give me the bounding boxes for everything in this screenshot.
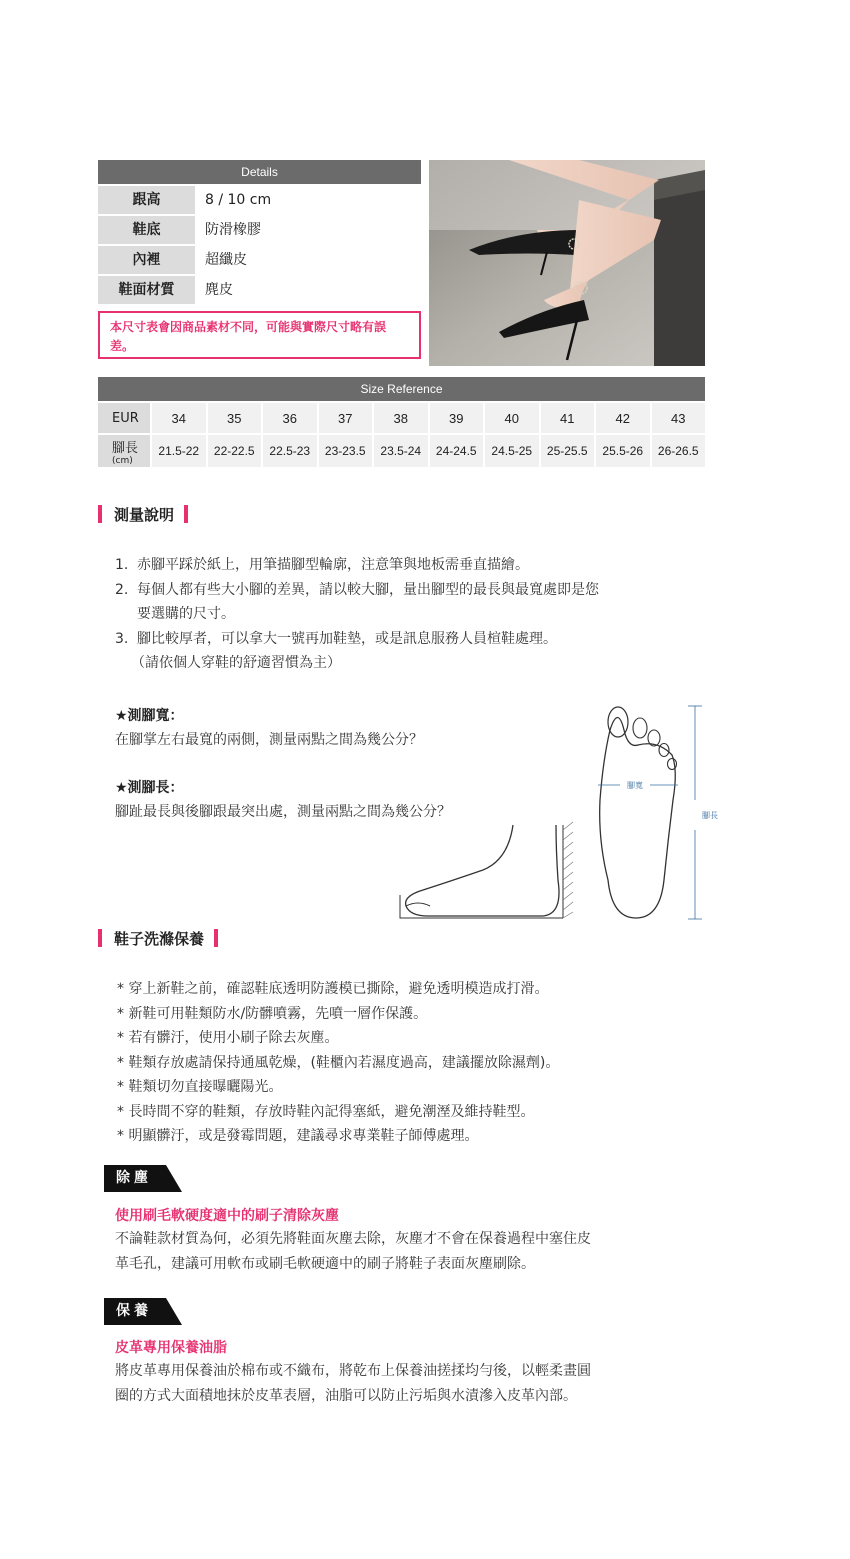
list-item [115, 578, 715, 603]
product-photo [429, 160, 705, 366]
measure-title: 測量說明 [114, 505, 175, 524]
paragraph-line: 革毛孔，建議可用軟布或刷毛軟硬適中的刷子將鞋子表面灰塵刷除。 [115, 1255, 535, 1272]
details-label: 鞋面材質 [98, 276, 195, 304]
eur-label [98, 403, 150, 433]
foot-length-cell: 23-23.5 [319, 435, 373, 467]
dust-removal-tag [104, 1165, 182, 1192]
foot-width-title: ★測腳寬： [115, 708, 184, 724]
maintenance-paragraph [115, 1359, 705, 1408]
list-number: 1. [115, 557, 129, 573]
details-value: 麂皮 [205, 282, 233, 298]
foot-length-cell: 22.5-23 [263, 435, 317, 467]
foot-length-cell: 21.5-22 [152, 435, 206, 467]
list-text: 赤腳平踩於紙上，用筆描腳型輪廓，注意筆與地板需垂直描繪。 [137, 557, 529, 573]
heading-bar-right [214, 929, 218, 947]
care-title: 鞋子洗滌保養 [114, 929, 205, 948]
details-table [98, 160, 421, 304]
foot-length-cell: 26-26.5 [652, 435, 706, 467]
eur-label-text: EUR [112, 410, 139, 426]
size-reference-header: Size Reference [98, 377, 705, 401]
list-item: * 鞋類切勿直接曝曬陽光。 [117, 1079, 283, 1095]
paragraph-line: 將皮革專用保養油於棉布或不織布，將乾布上保養油搓揉均勻後，以輕柔畫圓 [115, 1363, 591, 1379]
details-label: 內裡 [98, 246, 195, 274]
list-item: * 新鞋可用鞋類防水/防髒噴霧，先噴一層作保護。 [117, 1005, 428, 1022]
eur-size-cell: 40 [485, 403, 539, 433]
details-label: 鞋底 [98, 216, 195, 244]
eur-size-cell: 41 [541, 403, 595, 433]
details-row [98, 276, 421, 304]
dust-removal-paragraph [115, 1227, 705, 1276]
paragraph-line: 圈的方式大面積地抹於皮革表層，油脂可以防止污垢與水漬滲入皮革內部。 [115, 1387, 577, 1404]
eur-size-cell: 38 [374, 403, 428, 433]
comfort-note: （請依個人穿鞋的舒適習慣為主） [131, 655, 341, 671]
measure-instructions [115, 553, 715, 676]
list-item: * 穿上新鞋之前，確認鞋底透明防護模已撕除，避免透明模造成打滑。 [117, 981, 549, 997]
details-row [98, 216, 421, 244]
heading-bar-left [98, 929, 102, 947]
foot-length-cell: 24-24.5 [430, 435, 484, 467]
eur-size-cell: 43 [652, 403, 706, 433]
foot-width-desc: 在腳掌左右最寬的兩側，測量兩點之間為幾公分？ [115, 732, 423, 748]
details-row [98, 246, 421, 274]
foot-length-desc: 腳趾最長與後腳跟最突出處，測量兩點之間為幾公分？ [115, 804, 451, 820]
maintenance-subhead: 皮革專用保養油脂 [115, 1340, 227, 1356]
dust-removal-subhead: 使用刷毛軟硬度適中的刷子清除灰塵 [115, 1208, 339, 1224]
list-item: * 若有髒汙，使用小刷子除去灰塵。 [117, 1030, 339, 1046]
heading-bar-left [98, 505, 102, 523]
maintenance-tag [104, 1298, 182, 1325]
maintenance-tag-text: 保養 [116, 1303, 152, 1319]
details-label: 跟高 [98, 186, 195, 214]
details-header: Details [98, 160, 421, 184]
heading-bar-right [184, 505, 188, 523]
eur-row [98, 403, 705, 433]
eur-size-cell: 37 [319, 403, 373, 433]
details-value: 8 / 10 cm [205, 192, 272, 208]
foot-length-cell: 24.5-25 [485, 435, 539, 467]
foot-length-label-text: 腳長 [112, 440, 139, 456]
foot-length-cell: 23.5-24 [374, 435, 428, 467]
eur-size-cell: 39 [430, 403, 484, 433]
list-item: * 鞋類存放處請保持通風乾燥，(鞋櫃內若濕度過高，建議擺放除濕劑)。 [117, 1054, 560, 1071]
care-tips-list [117, 977, 559, 1149]
list-number: 3. [115, 630, 129, 647]
list-number: 2. [115, 581, 129, 598]
details-value: 超纖皮 [205, 252, 247, 268]
list-item [115, 627, 715, 652]
list-item: * 長時間不穿的鞋類，存放時鞋內記得塞紙，避免潮溼及維持鞋型。 [117, 1103, 535, 1120]
care-section-heading [98, 927, 218, 949]
details-value: 防滑橡膠 [205, 222, 261, 238]
eur-size-cell: 36 [263, 403, 317, 433]
foot-length-unit: (cm) [112, 455, 133, 466]
foot-length-cell: 22-22.5 [208, 435, 262, 467]
foot-length-cell: 25-25.5 [541, 435, 595, 467]
foot-length-cell: 25.5-26 [596, 435, 650, 467]
list-text: 腳比較厚者，可以拿大一號再加鞋墊，或是訊息服務人員楦鞋處理。 [137, 630, 557, 647]
foot-length-row [98, 435, 705, 467]
paragraph-line: 不論鞋款材質為何，必須先將鞋面灰塵去除，灰塵才不會在保養過程中塞住皮 [115, 1231, 591, 1247]
size-disclaimer-note: 本尺寸表會因商品素材不同，可能與實際尺寸略有誤差。 [98, 311, 421, 359]
eur-size-cell: 42 [596, 403, 650, 433]
diagram-width-label: 腳寬 [627, 781, 643, 790]
foot-length-title: ★測腳長： [115, 780, 184, 796]
diagram-length-label: 腳長 [702, 811, 718, 820]
list-text: 要選購的尺寸。 [137, 606, 235, 622]
eur-size-cell: 35 [208, 403, 262, 433]
dust-removal-tag-text: 除塵 [116, 1170, 152, 1186]
details-row [98, 186, 421, 214]
eur-size-cell: 34 [152, 403, 206, 433]
list-item: * 明顯髒汙，或是發霉問題，建議尋求專業鞋子師傅處理。 [117, 1128, 479, 1144]
foot-measurement-diagram [388, 700, 728, 925]
size-reference-table [98, 377, 705, 467]
measure-section-heading [98, 503, 188, 525]
list-item [115, 553, 715, 578]
list-text: 每個人都有些大小腳的差異，請以較大腳，量出腳型的最長與最寬處即是您 [137, 581, 599, 598]
list-item-continuation [115, 602, 715, 627]
foot-length-label [98, 435, 150, 467]
